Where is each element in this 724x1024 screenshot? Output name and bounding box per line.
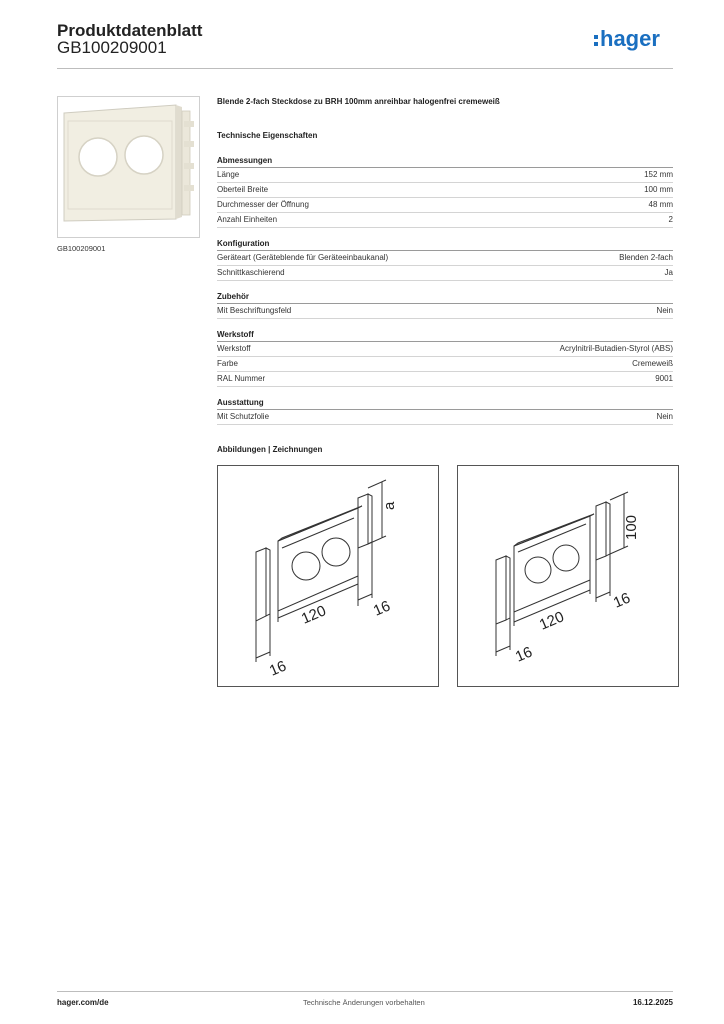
dim-side-right-label: 16	[610, 589, 633, 612]
row-value: 2	[668, 215, 673, 224]
technical-drawing-2	[457, 465, 679, 687]
page-title: Produktdatenblatt	[57, 21, 203, 40]
drawing-2-svg	[458, 466, 678, 686]
section-werkstoff	[217, 329, 673, 387]
product-description: Blende 2-fach Steckdose zu BRH 100mm anreihbar halogenfrei cremeweiß	[217, 97, 500, 106]
row-label: Schnittkaschierend	[217, 268, 285, 277]
row-label: Oberteil Breite	[217, 185, 269, 194]
row-value: 152 mm	[644, 170, 673, 179]
row-value: Blenden 2-fach	[619, 253, 673, 262]
section-title: Ausstattung	[217, 397, 673, 410]
row-label: Mit Beschriftungsfeld	[217, 306, 292, 315]
footer-note: Technische Änderungen vorbehalten	[303, 998, 425, 1007]
technical-drawing-1	[217, 465, 439, 687]
table-row	[217, 213, 673, 228]
row-value: Ja	[664, 268, 673, 277]
logo-text: hager	[600, 26, 660, 51]
section-title: Zubehör	[217, 291, 673, 304]
dim-height-label: 100	[623, 514, 640, 540]
dim-width-label: 120	[298, 602, 329, 628]
row-label: Werkstoff	[217, 344, 251, 353]
dim-side-right-label: 16	[370, 597, 393, 620]
row-label: Durchmesser der Öffnung	[217, 200, 309, 209]
table-row	[217, 410, 673, 425]
dim-width-label: 120	[536, 608, 567, 634]
table-row	[217, 168, 673, 183]
dim-side-left-label: 16	[512, 643, 535, 666]
row-value: Nein	[656, 412, 673, 421]
product-photo	[58, 97, 199, 237]
row-label: Mit Schutzfolie	[217, 412, 270, 421]
table-row	[217, 198, 673, 213]
section-abmessungen	[217, 155, 673, 228]
article-number: GB100209001	[57, 38, 167, 57]
section-konfiguration	[217, 238, 673, 281]
section-title: Werkstoff	[217, 329, 673, 342]
section-title: Abmessungen	[217, 155, 673, 168]
figures-heading: Abbildungen | Zeichnungen	[217, 445, 323, 454]
property-sections	[217, 155, 673, 435]
table-row	[217, 342, 673, 357]
row-value: 9001	[655, 374, 673, 383]
product-thumbnail	[57, 96, 200, 238]
row-label: Geräteart (Geräteblende für Geräteeinbaukanal)	[217, 253, 389, 262]
table-row	[217, 372, 673, 387]
section-title: Konfiguration	[217, 238, 673, 251]
row-value: Acrylnitril-Butadien-Styrol (ABS)	[559, 344, 673, 353]
drawing-1-svg	[218, 466, 438, 686]
header-divider	[57, 68, 673, 69]
table-row	[217, 251, 673, 266]
row-label: RAL Nummer	[217, 374, 266, 383]
row-label: Anzahl Einheiten	[217, 215, 278, 224]
footer-date: 16.12.2025	[632, 998, 673, 1007]
row-value: Cremeweiß	[632, 359, 673, 368]
footer-divider	[57, 991, 673, 992]
footer-website[interactable]: hager.com/de	[57, 998, 109, 1007]
table-row	[217, 183, 673, 198]
tech-properties-heading: Technische Eigenschaften	[217, 131, 318, 140]
section-ausstattung	[217, 397, 673, 425]
row-value: 100 mm	[644, 185, 673, 194]
dim-side-left-label: 16	[266, 657, 289, 680]
row-value: 48 mm	[648, 200, 673, 209]
hager-logo	[593, 26, 675, 56]
dim-a-label: a	[381, 501, 398, 510]
table-row	[217, 357, 673, 372]
table-row	[217, 304, 673, 319]
row-label: Länge	[217, 170, 240, 179]
table-row	[217, 266, 673, 281]
thumbnail-caption: GB100209001	[57, 244, 106, 253]
row-label: Farbe	[217, 359, 238, 368]
row-value: Nein	[656, 306, 673, 315]
section-zubehoer	[217, 291, 673, 319]
